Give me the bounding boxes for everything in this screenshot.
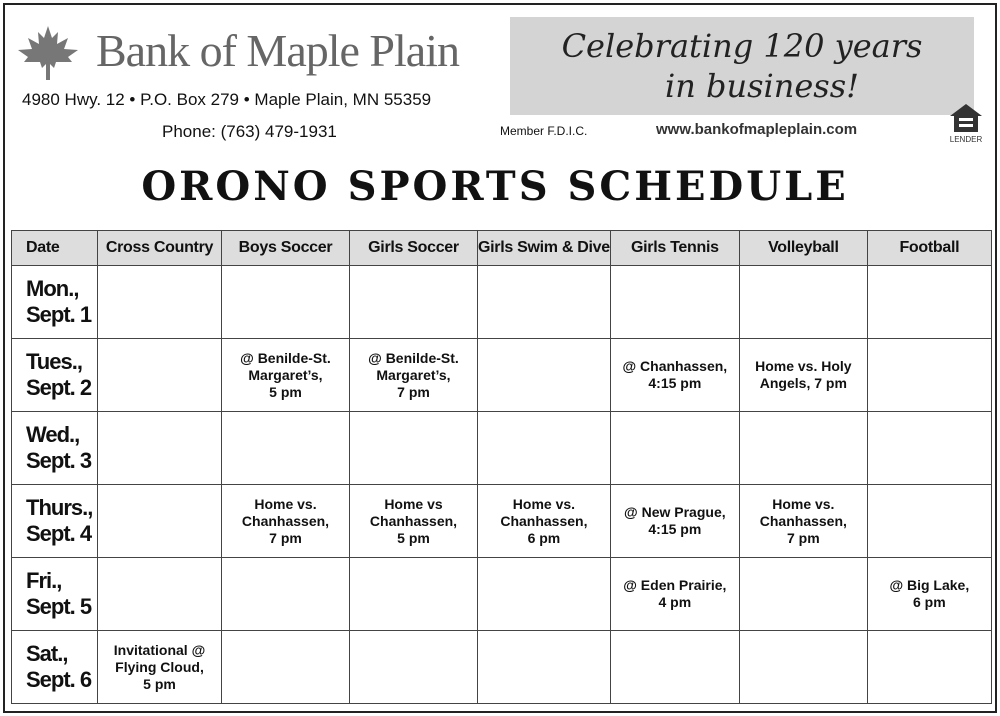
schedule-cell: [739, 412, 867, 485]
schedule-cell: [478, 558, 611, 631]
schedule-cell: [739, 485, 867, 558]
event-text: Home vs. Chanhassen, 6 pm: [500, 495, 588, 546]
date-cell: [12, 412, 98, 485]
schedule-cell: [350, 485, 478, 558]
column-header: Volleyball: [739, 231, 867, 266]
date-label: Mon., Sept. 1: [26, 276, 92, 327]
equal-housing-lender-icon: [948, 102, 984, 144]
schedule-cell: [478, 412, 611, 485]
table-row: [12, 631, 992, 704]
schedule-cell: [739, 266, 867, 339]
schedule-cell: [739, 631, 867, 704]
schedule-cell: [98, 558, 222, 631]
column-header: Boys Soccer: [222, 231, 350, 266]
schedule-cell: [350, 558, 478, 631]
schedule-cell: [867, 485, 991, 558]
column-header: Football: [867, 231, 991, 266]
column-header: Date: [12, 231, 98, 266]
column-header: Girls Tennis: [610, 231, 739, 266]
date-cell: [12, 631, 98, 704]
schedule-cell: [98, 266, 222, 339]
event-text: Home vs. Chanhassen, 7 pm: [759, 495, 847, 546]
schedule-cell: [610, 558, 739, 631]
schedule-cell: [610, 266, 739, 339]
schedule-cell: [867, 631, 991, 704]
event-text: @ New Prague, 4:15 pm: [624, 504, 726, 537]
schedule-cell: [610, 631, 739, 704]
event-text: Home vs. Chanhassen, 7 pm: [241, 495, 330, 546]
bank-name: Bank of Maple Plain: [96, 25, 459, 76]
bank-address: 4980 Hwy. 12 • P.O. Box 279 • Maple Plain, MN 55359: [22, 90, 432, 109]
schedule-cell: [350, 339, 478, 412]
table-row: [12, 412, 992, 485]
date-cell: [12, 485, 98, 558]
event-text: Invitational @ Flying Cloud, 5 pm: [113, 641, 206, 692]
column-header: Girls Swim & Dive: [478, 231, 611, 266]
column-header: Girls Soccer: [350, 231, 478, 266]
table-header-row: [12, 231, 992, 266]
date-label: Sat., Sept. 6: [26, 641, 92, 692]
date-cell: [12, 339, 98, 412]
schedule-cell: [867, 558, 991, 631]
date-cell: [12, 558, 98, 631]
table-row: [12, 558, 992, 631]
schedule-cell: [739, 558, 867, 631]
schedule-cell: [222, 412, 350, 485]
schedule-cell: [610, 339, 739, 412]
event-text: Home vs Chanhassen, 5 pm: [369, 495, 458, 546]
schedule-cell: [98, 339, 222, 412]
schedule-cell: [739, 339, 867, 412]
schedule-cell: [350, 266, 478, 339]
schedule-cell: [222, 558, 350, 631]
date-label: Thurs., Sept. 4: [26, 495, 93, 546]
schedule-cell: [610, 485, 739, 558]
fdic-member: Member F.D.I.C.: [500, 124, 588, 138]
table-row: [12, 485, 992, 558]
event-text: @ Chanhassen, 4:15 pm: [622, 358, 728, 391]
schedule-cell: [222, 339, 350, 412]
maple-leaf-icon: [16, 24, 80, 82]
anniversary-line-1: Celebrating 120 years: [561, 27, 923, 65]
schedule-cell: [867, 339, 991, 412]
column-header: Cross Country: [98, 231, 222, 266]
event-text: @ Big Lake, 6 pm: [889, 577, 970, 610]
date-cell: [12, 266, 98, 339]
page-title: ORONO SPORTS SCHEDULE: [141, 163, 849, 210]
table-row: [12, 266, 992, 339]
event-text: @ Eden Prairie, 4 pm: [623, 577, 727, 610]
schedule-cell: [98, 412, 222, 485]
equal-housing-lender-label: LENDER: [949, 135, 983, 144]
schedule-cell: [222, 631, 350, 704]
anniversary-line-2: in business!: [664, 67, 859, 105]
date-label: Wed., Sept. 3: [26, 422, 92, 473]
schedule-cell: [478, 631, 611, 704]
schedule-cell: [98, 485, 222, 558]
schedule-cell: [222, 266, 350, 339]
date-label: Fri., Sept. 5: [26, 568, 92, 619]
event-text: @ Benilde-St. Margaret’s, 5 pm: [240, 349, 331, 400]
date-label: Tues., Sept. 2: [26, 349, 92, 400]
schedule-cell: [867, 266, 991, 339]
schedule-cell: [350, 631, 478, 704]
event-text: Home vs. Holy Angels, 7 pm: [755, 358, 852, 391]
event-text: @ Benilde-St. Margaret’s, 7 pm: [368, 349, 459, 400]
schedule-cell: [98, 631, 222, 704]
schedule-cell: [867, 412, 991, 485]
schedule-cell: [478, 266, 611, 339]
schedule-cell: [350, 412, 478, 485]
table-body: [12, 266, 992, 704]
schedule-cell: [222, 485, 350, 558]
table-row: [12, 339, 992, 412]
schedule-cell: [478, 485, 611, 558]
schedule-cell: [610, 412, 739, 485]
bank-phone: Phone: (763) 479-1931: [162, 122, 337, 141]
website-link[interactable]: www.bankofmapleplain.com: [656, 121, 858, 138]
schedule-table: [11, 230, 992, 704]
schedule-cell: [478, 339, 611, 412]
anniversary-banner: [510, 17, 974, 115]
